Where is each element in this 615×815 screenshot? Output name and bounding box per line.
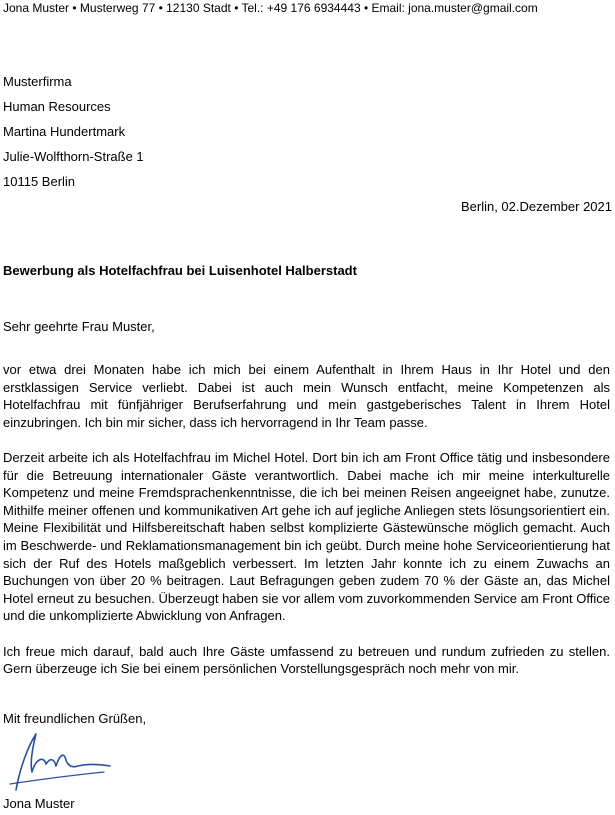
recipient-department: Human Resources	[3, 99, 111, 114]
recipient-street: Julie-Wolfthorn-Straße 1	[3, 149, 144, 164]
body-paragraph-3: Ich freue mich darauf, bald auch Ihre Gäste umfassend zu betreuen und rundum zufrieden zu stellen. Gern überzeuge ich Sie bei einem persönlichen Vorstellungsgespräch noch mehr von mir.	[3, 643, 610, 677]
letter-body	[3, 361, 610, 695]
recipient-company: Musterfirma	[3, 74, 72, 89]
signature-icon	[6, 728, 116, 796]
recipient-contact: Martina Hundertmark	[3, 124, 126, 139]
sender-name: Jona Muster	[3, 796, 75, 811]
sender-header: Jona Muster • Musterweg 77 • 12130 Stadt • Tel.: +49 176 6934443 • Email: jona.muster@gmail.com	[3, 1, 538, 15]
recipient-city: 10115 Berlin	[3, 174, 76, 189]
subject-line: Bewerbung als Hotelfachfrau bei Luisenhotel Halberstadt	[3, 263, 357, 278]
body-paragraph-2: Derzeit arbeite ich als Hotelfachfrau im Michel Hotel. Dort bin ich am Front Office tätig und insbesondere für die Betreuung internationaler Gäste verantwortlich. Dabei mache ich mir meine interkulturelle Kompetenz und meine Fremdsprachenkenntnisse, die ich bei meinen Reisen angeeignet habe, zunutze. Mithilfe meiner offenen und kommunikativen Art gehe ich auf jegliche Anliegen stets lösungsorientiert ein. Meine Flexibilität und Hilfsbereitschaft haben selbst komplizierte Gästewünsche möglich gemacht. Auch im Beschwerde- und Reklamationsmanagement bin ich geübt. Durch meine hohe Serviceorientierung hat sich der Ruf des Hotels maßgeblich verbessert. Im letzten Jahr konnte ich zu einem Zuwachs an Buchungen von über 20 % beitragen. Laut Befragungen geben zudem 70 % der Gäste an, das Michel Hotel erneut zu besuchen. Überzeugt haben sie vor allem vom zuvorkommenden Service am Front Office und die unkomplizierte Abwicklung von Anfragen.	[3, 449, 610, 624]
body-paragraph-1: vor etwa drei Monaten habe ich mich bei einem Aufenthalt in Ihrem Haus in Ihr Hotel und den erstklassigen Service verliebt. Dabei ist auch mein Wunsch entfacht, meine Kompetenzen als Hotelfachfrau mit fünfjähriger Berufserfahrung und mein gastgeberisches Talent in Ihrem Hotel einzubringen. Ich bin mir sicher, dass ich hervorragend in Ihr Team passe.	[3, 362, 610, 430]
salutation: Sehr geehrte Frau Muster,	[3, 319, 155, 334]
closing-phrase: Mit freundlichen Grüßen,	[3, 711, 147, 726]
recipient-address	[3, 73, 144, 198]
date-line: Berlin, 02.Dezember 2021	[460, 199, 612, 214]
signature-underline	[10, 772, 104, 784]
